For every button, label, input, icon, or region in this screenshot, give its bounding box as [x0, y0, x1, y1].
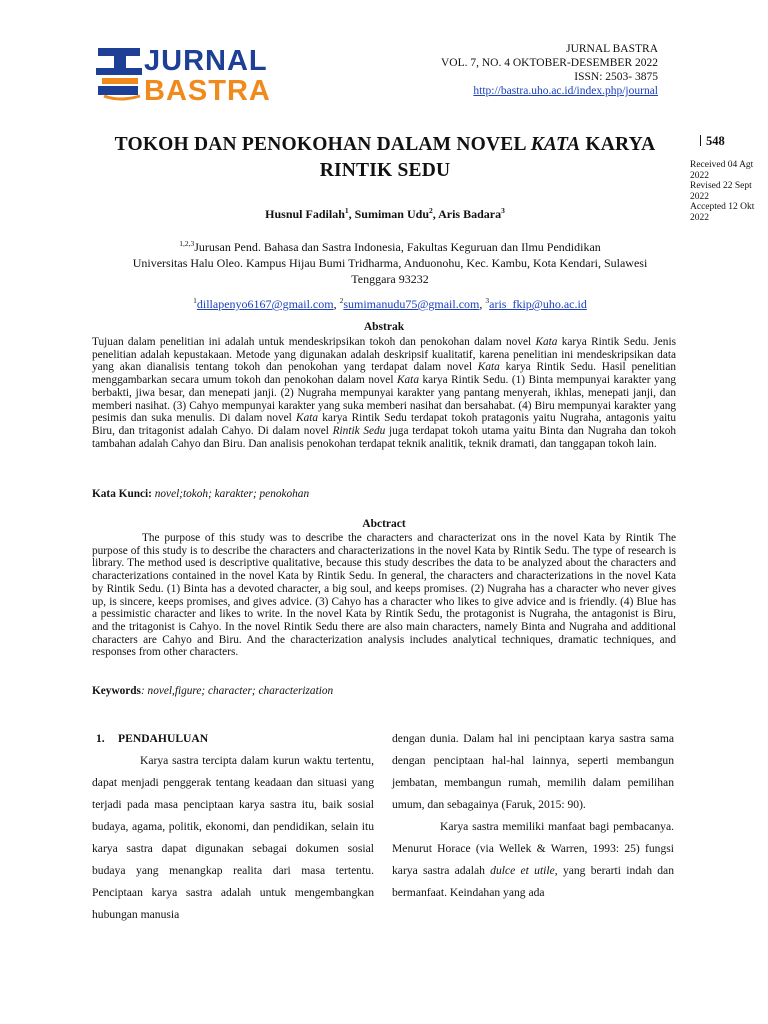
journal-url-link[interactable]: http://bastra.uho.ac.id/index.php/journal	[473, 85, 658, 97]
keywords: Keywords: novel,figure; character; characterization	[92, 685, 334, 697]
journal-issn: ISSN: 2503- 3875	[574, 71, 658, 83]
logo-text-jurnal: JURNAL	[144, 45, 268, 77]
accepted-date: Accepted 12 Okt 2022	[690, 202, 755, 223]
abstrak-body: Tujuan dalam penelitian ini adalah untuk mendeskripsikan tokoh dan penokohan dalam novel Kata karya Rintik Sedu. Jenis penelitian adalah kepustakaan. Metode yang digunakan adalah deskripsif kualitatif, karena penelitian ini mendeskripsikan data yang akan dianalisis tentang tokoh dan penokohan yang terdapat dalam novel Kata karya Rintik Sedu. Hasil penelitian menggambarkan secara umum tokoh dan penokohan dalam novel Kata karya Rintik Sedu. (1) Binta mempunyai karakter yang berbakti, jiwa besar, dan menepati janji. (2) Nugraha mempunyai karakter yang pantang menyerah, ikhlas, menepati janji, dan memberi nasihat. (3) Cahyo mempunyai karakter yang suka memberi nasihat dan bersahabat. (4) Biru mempunyai karakter yang pesimis dan suka menulis. Di dalam novel Kata karya Rintik Sedu terdapat tokoh pratagonis yaitu Nugraha, antagonis yaitu Biru, dan tritagonist adalah Cahyo. Di dalam novel Rintik Sedu juga terdapat tokoh utama yaitu Binta dan Nugraha dan tokoh tambahan adalah Cahyo dan Biru. Dan analisis penokohan terdapat teknik analitik, teknik dramati, dan tanggapan tokoh lain.	[92, 336, 677, 450]
affiliation: $^{1,2,3}$Jurusan Pend. Bahasa dan Sastra Indonesia, Fakultas Keguruan dan Ilmu Pendidikan Universitas Halu Oleo. Kampus Hijau Bumi Tridharma, Anduonohu, Kec. Kambu, Kota Kendari, Sulawesi Tenggara 93232	[132, 239, 648, 286]
email-link[interactable]: sumimanudu75@gmail.com	[343, 297, 480, 311]
page-number: 548	[700, 134, 725, 149]
journal-volume: VOL. 7, NO. 4 OKTOBER-DESEMBER 2022	[440, 57, 658, 69]
email-list: $^1$dillapenyo6167@gmail.com, $^2$sumimanudu75@gmail.com, $^3$aris_fkip@uho.ac.id	[193, 296, 587, 311]
email-link[interactable]: dillapenyo6167@gmail.com	[196, 297, 334, 311]
submission-dates	[690, 160, 768, 223]
paper-title: TOKOH DAN PENOKOHAN DALAM NOVEL KATA KARYA RINTIK SEDU	[114, 134, 656, 181]
paragraph: dengan dunia. Dalam hal ini penciptaan karya sastra sama dengan penciptaan hal-hal lainnya, seperti membangun jembatan, membangun rumah, memilih dalam pemilihan umum, dan sebagainya (Faruk, 2015: 90).	[392, 732, 674, 811]
paragraph: Karya sastra tercipta dalam kurun waktu tertentu, dapat menjadi penggerak tentang keadaan dan situasi yang terjadi pada masa penciptaan karya sastra itu, baik sosial budaya, agama, politik, ekonomi, dan pendidikan, selain itu karya sastra dapat digunakan sebagai dokumen sosial budaya yang menangkap realita dari masa tertentu. Penciptaan karya sastra adalah untuk mengembangkan hubungan manusia	[92, 754, 374, 921]
abstract-heading: Abctract	[362, 518, 406, 530]
abstrak-heading: Abstrak	[363, 321, 405, 333]
kata-kunci: Kata Kunci: novel;tokoh; karakter; penokohan	[92, 488, 310, 500]
right-column	[392, 728, 674, 904]
journal-info	[441, 42, 658, 98]
book-icon	[96, 48, 142, 99]
revised-date: Revised 22 Sept 2022	[690, 181, 752, 202]
received-date: Received 04 Agt 2022	[690, 160, 754, 181]
paragraph: Karya sastra memiliki manfaat bagi pembacanya. Menurut Horace (via Wellek & Warren, 1993: 25) fungsi karya sastra adalah dulce et utile, yang berarti indah dan bermanfaat. Keindahan yang ada	[392, 820, 674, 899]
logo-text-bastra: BASTRA	[144, 75, 271, 104]
section-heading: 1. PENDAHULUAN	[96, 732, 209, 745]
journal-name: JURNAL BASTRA	[566, 43, 658, 55]
email-link[interactable]: aris_fkip@uho.ac.id	[489, 297, 587, 311]
author-list: Husnul Fadilah$^1$, Sumiman Udu$^2$, Aris Badara$^3$	[265, 206, 505, 221]
journal-logo	[96, 42, 301, 104]
left-column	[92, 728, 374, 926]
abstract-body: The purpose of this study was to describe the characters and characterizat ons in the novel Kata by Rintik The purpose of this study is to describe the characters and characterizations in the novel Kata by Rintik Sedu. The type of research is library. The method used is descriptive qualitative, because this study describes the data to be analyzed about the characters and characterizations contained in the novel Kata by Rintik Sedu. In general, the characters and characterizations in the novel Kata by Rintik Sedu. (1) Binta has a devoted character, a big soul, and keeps promises. (2) Nugraha has a character who never gives up, is sincere, keeps promises, and gives advice. (3) Cahyo has a character who likes to give advice and is friendly. (4) Blue has a pessimistic character and likes to write. In the novel Kata by Rintik Sedu, the protagonist is Nugraha, the antagonist is Biru, and the tritagonist is Cahyo. In the novel Rintik Sedu there are also main characters, namely Binta and Nugraha and additional characters are Cahyo and Biru. And the characterization analysis includes analytical techniques, dramatic techniques, and responses from other characters.	[92, 532, 676, 659]
